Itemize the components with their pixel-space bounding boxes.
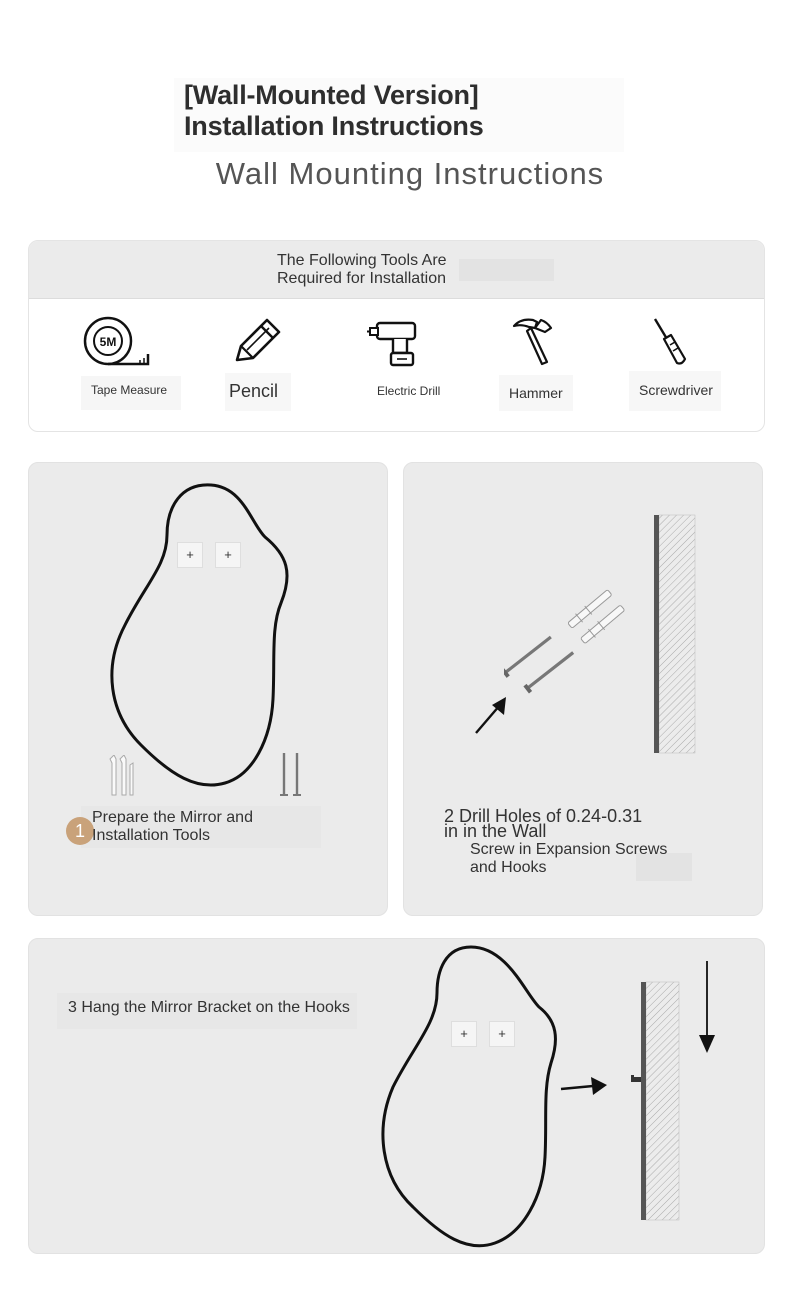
step-1-line-1: Prepare the Mirror and	[92, 809, 253, 826]
step-2-sub-line-1: Screw in Expansion Screws	[470, 841, 668, 858]
mirror-plate-left: +	[177, 542, 203, 568]
down-arrow-icon	[697, 959, 717, 1055]
step-2-line-1: 2 Drill Holes of 0.24-0.31	[444, 806, 643, 826]
tool-label-tape-measure: Tape Measure	[91, 383, 168, 397]
tool-label-hammer: Hammer	[509, 385, 563, 401]
screwdriver-icon	[649, 315, 689, 367]
step-2-panel	[403, 462, 763, 916]
title-line-1: [Wall-Mounted Version]	[184, 80, 479, 110]
tool-label-pencil: Pencil	[229, 381, 279, 401]
expansion-anchor-icon	[107, 755, 135, 797]
step-3-text: 3 Hang the Mirror Bracket on the Hooks	[68, 999, 350, 1016]
step-2-line-2: in in the Wall	[444, 821, 547, 841]
header-shade	[459, 259, 554, 281]
tools-card-header	[29, 241, 764, 299]
right-arrow-icon	[559, 1075, 609, 1099]
hammer-icon	[511, 316, 555, 368]
wall-with-hook-icon	[627, 979, 683, 1225]
mirror-outline-icon	[101, 477, 301, 793]
step-1-panel	[28, 462, 388, 916]
wall-section-icon	[650, 513, 704, 755]
tape-measure-icon	[82, 314, 152, 368]
step-1-number-badge: 1	[66, 817, 94, 845]
direction-arrow-icon	[472, 693, 512, 737]
step-3-panel	[28, 938, 765, 1254]
electric-drill-icon	[367, 317, 419, 369]
tools-card	[28, 240, 765, 432]
page-subtitle: Wall Mounting Instructions	[215, 156, 605, 191]
screw-icon	[277, 751, 305, 797]
step-1-text	[92, 809, 253, 845]
step-2-sub-line-2: and Hooks	[470, 859, 547, 876]
title-line-2: Installation Instructions	[184, 111, 484, 141]
tape-measure-badge: 5M	[99, 335, 117, 349]
tools-heading-line-1: The Following Tools Are	[277, 252, 447, 269]
tool-label-screwdriver: Screwdriver	[639, 382, 713, 398]
tools-heading	[277, 252, 447, 288]
mirror-outline-icon	[375, 943, 565, 1253]
mirror-plate-right: +	[489, 1021, 515, 1047]
mirror-plate-left: +	[451, 1021, 477, 1047]
step-2-title	[444, 806, 643, 841]
mirror-plate-right: +	[215, 542, 241, 568]
tool-label-electric-drill: Electric Drill	[377, 384, 441, 398]
pencil-icon	[231, 316, 283, 368]
step-1-line-2: Installation Tools	[92, 827, 210, 844]
tools-heading-line-2: Required for Installation	[277, 270, 446, 287]
screws-icon	[504, 631, 578, 699]
step-2-subtext	[470, 841, 667, 877]
